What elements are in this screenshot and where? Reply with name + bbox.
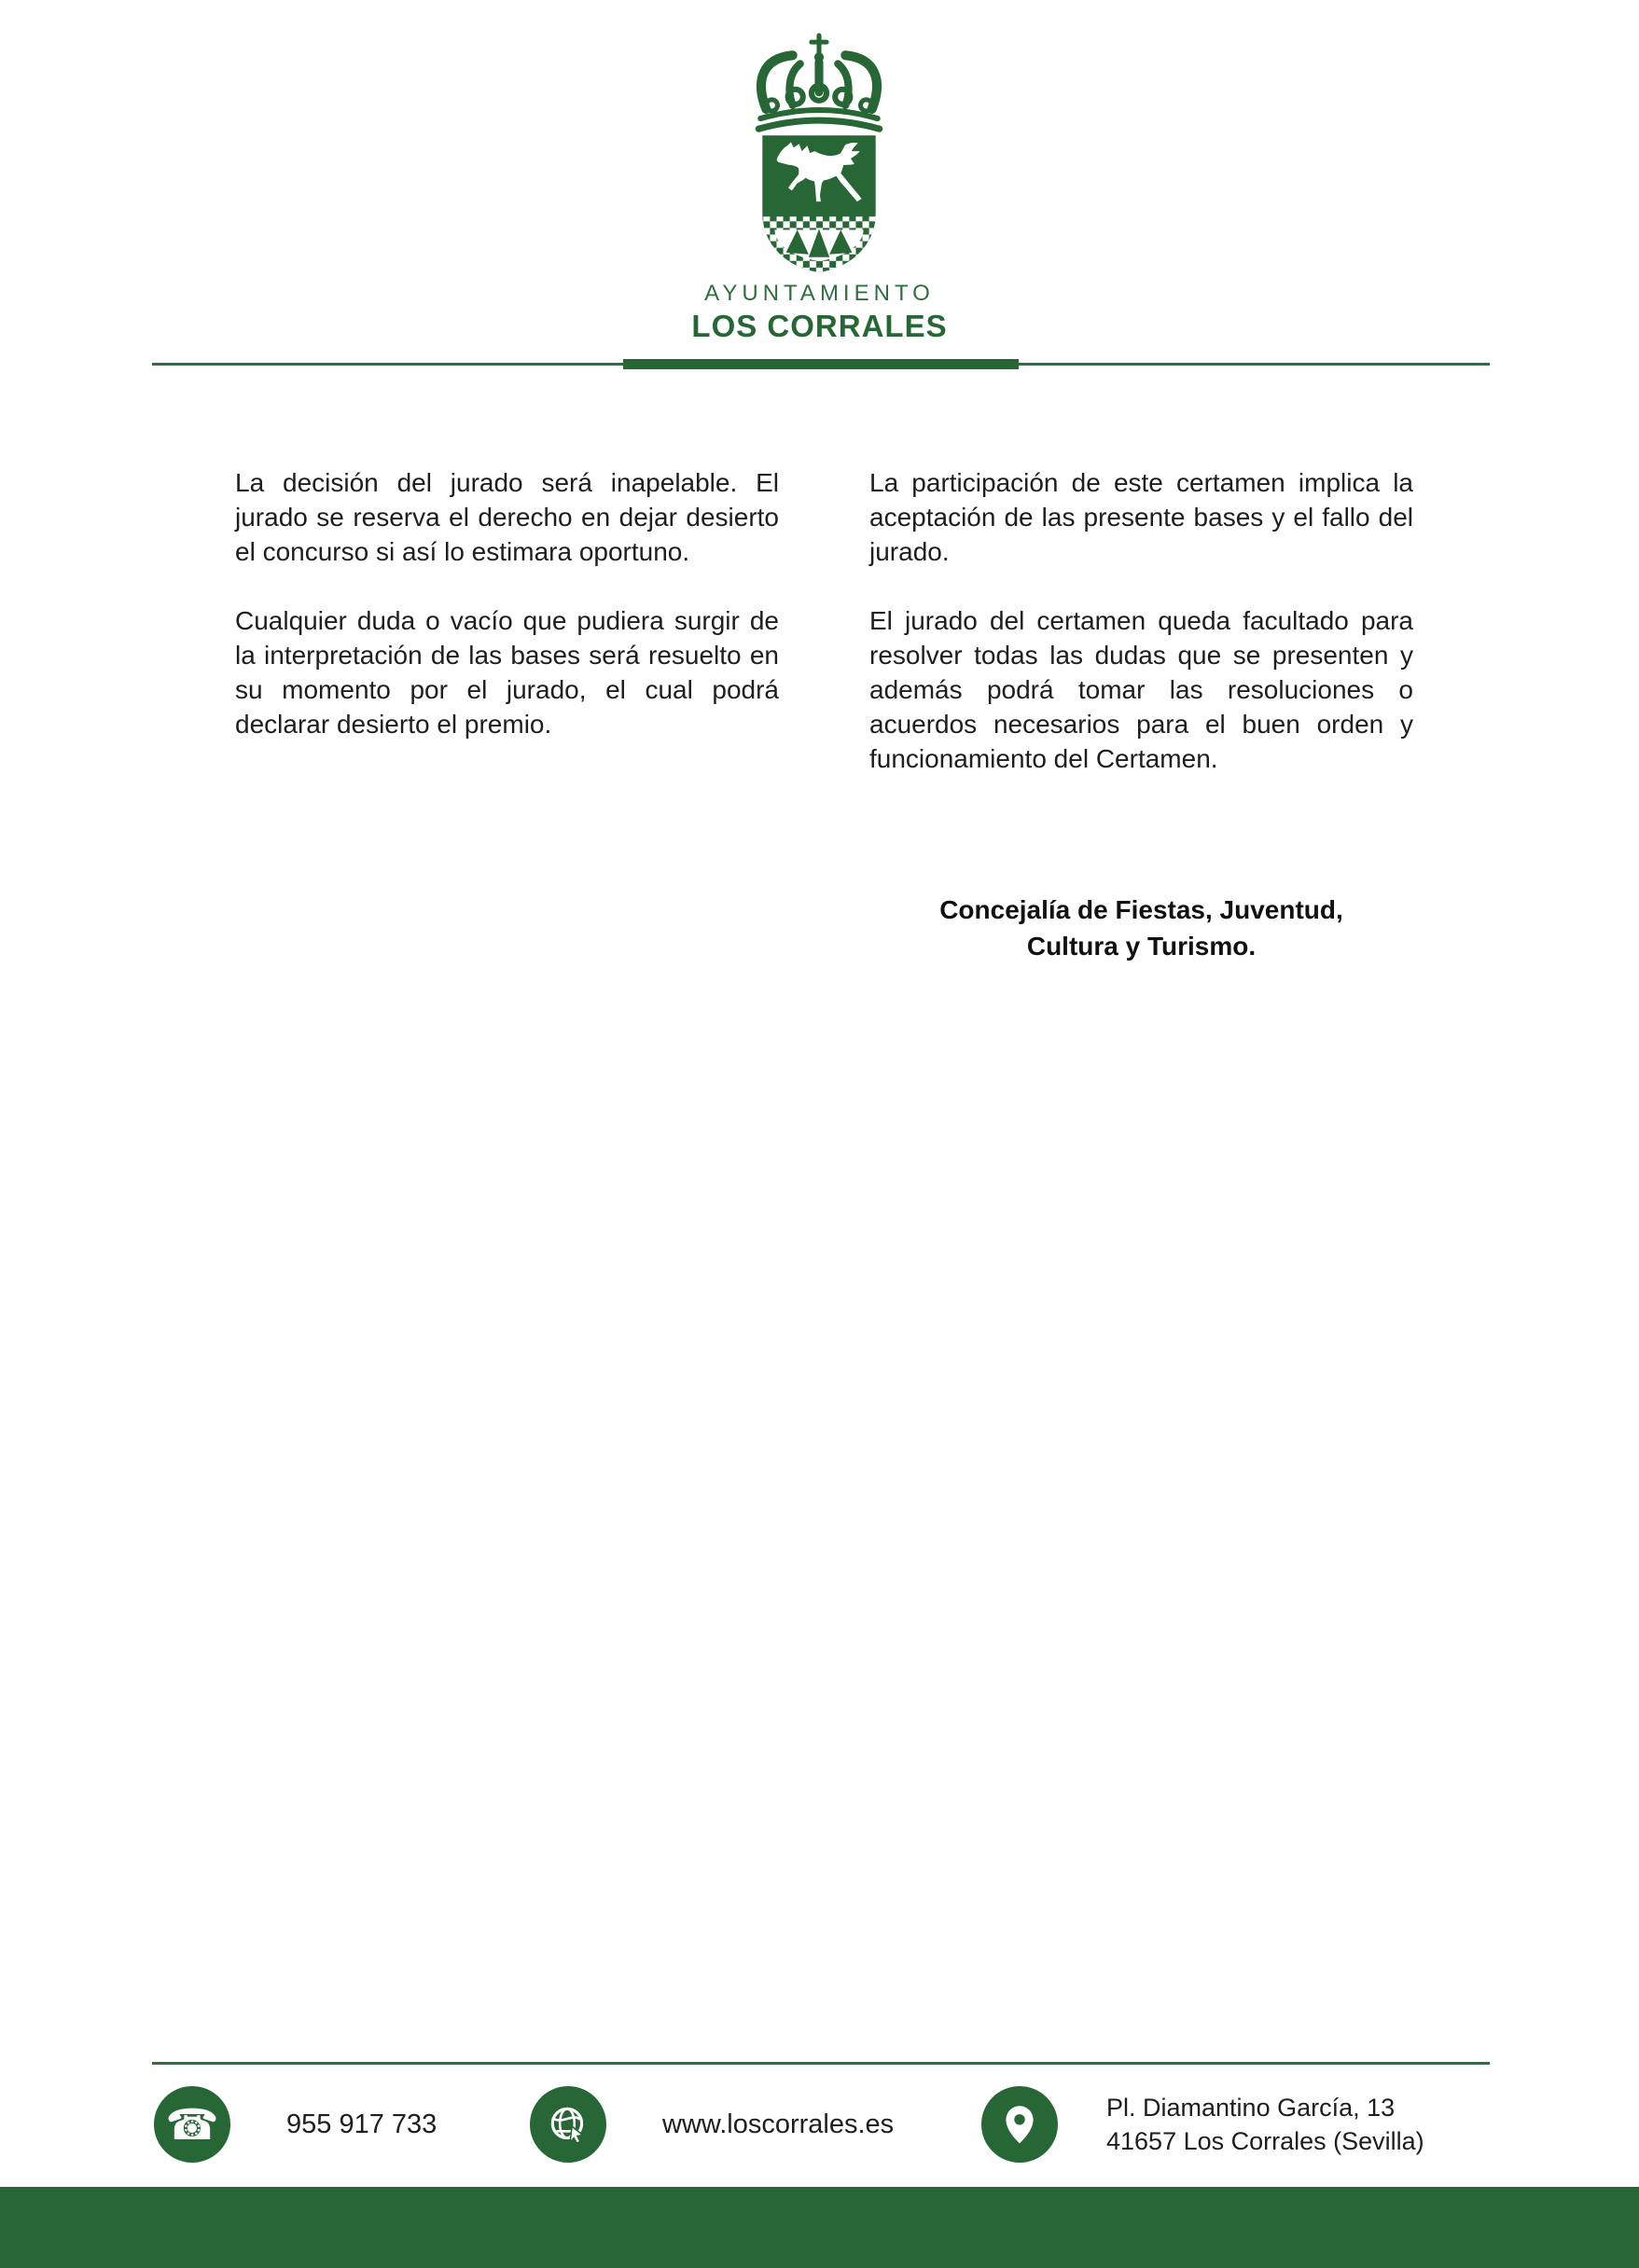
- shield-icon: [762, 135, 875, 275]
- footer-phone: [154, 2086, 437, 2163]
- paragraph: La participación de este certamen implica la aceptación de las presente bases y el fallo del jurado.: [869, 468, 1413, 566]
- footer-website: [530, 2086, 894, 2163]
- municipality-name: LOS CORRALES: [691, 309, 948, 343]
- phone-icon-circle: [154, 2086, 230, 2163]
- globe-icon-circle: [530, 2086, 606, 2163]
- paragraph: El jurado del certamen queda facultado para resolver todas las dudas que se presenten y además podrá tomar las resoluciones o acuerdos necesarios para el buen orden y funcionamiento del Certamen.: [869, 606, 1413, 773]
- address-line: Pl. Diamantino García, 13: [1106, 2094, 1396, 2122]
- los-corrales-coat-of-arms-icon: [743, 30, 895, 275]
- footer-divider-line: [152, 2062, 1490, 2065]
- globe-icon: [545, 2101, 591, 2148]
- location-pin-icon-circle: [981, 2086, 1058, 2163]
- right-column: [869, 465, 1413, 810]
- paragraph: La decisión del jurado será inapelable. El jurado se reserva el derecho en dejar desierto el concurso si así lo estimara oportuno.: [235, 468, 779, 566]
- website-url: www.loscorrales.es: [662, 2109, 895, 2139]
- address-line: 41657 Los Corrales (Sevilla): [1106, 2127, 1424, 2155]
- signature-block: [869, 892, 1413, 964]
- footer-address: [981, 2086, 1424, 2163]
- paragraph: Cualquier duda o vacío que pudiera surgir de la interpretación de las bases será resuelto en su momento por el jurado, el cual podrá declarar desierto el premio.: [235, 606, 779, 739]
- phone-number: 955 917 733: [286, 2109, 438, 2139]
- footer-bottom-bar: [0, 2187, 1639, 2268]
- header-divider-accent-bar: [623, 359, 1019, 369]
- crown-icon: [758, 35, 879, 129]
- two-column-text: [235, 465, 1413, 810]
- signature-line: Cultura y Turismo.: [1026, 932, 1257, 961]
- signature-line: Concejalía de Fiestas, Juventud,: [939, 895, 1343, 924]
- location-pin-icon: [996, 2101, 1043, 2148]
- left-column: [235, 465, 779, 810]
- address-text: [1106, 2091, 1424, 2158]
- organization-name: AYUNTAMIENTO: [704, 281, 935, 306]
- phone-icon: ☎: [165, 2099, 219, 2150]
